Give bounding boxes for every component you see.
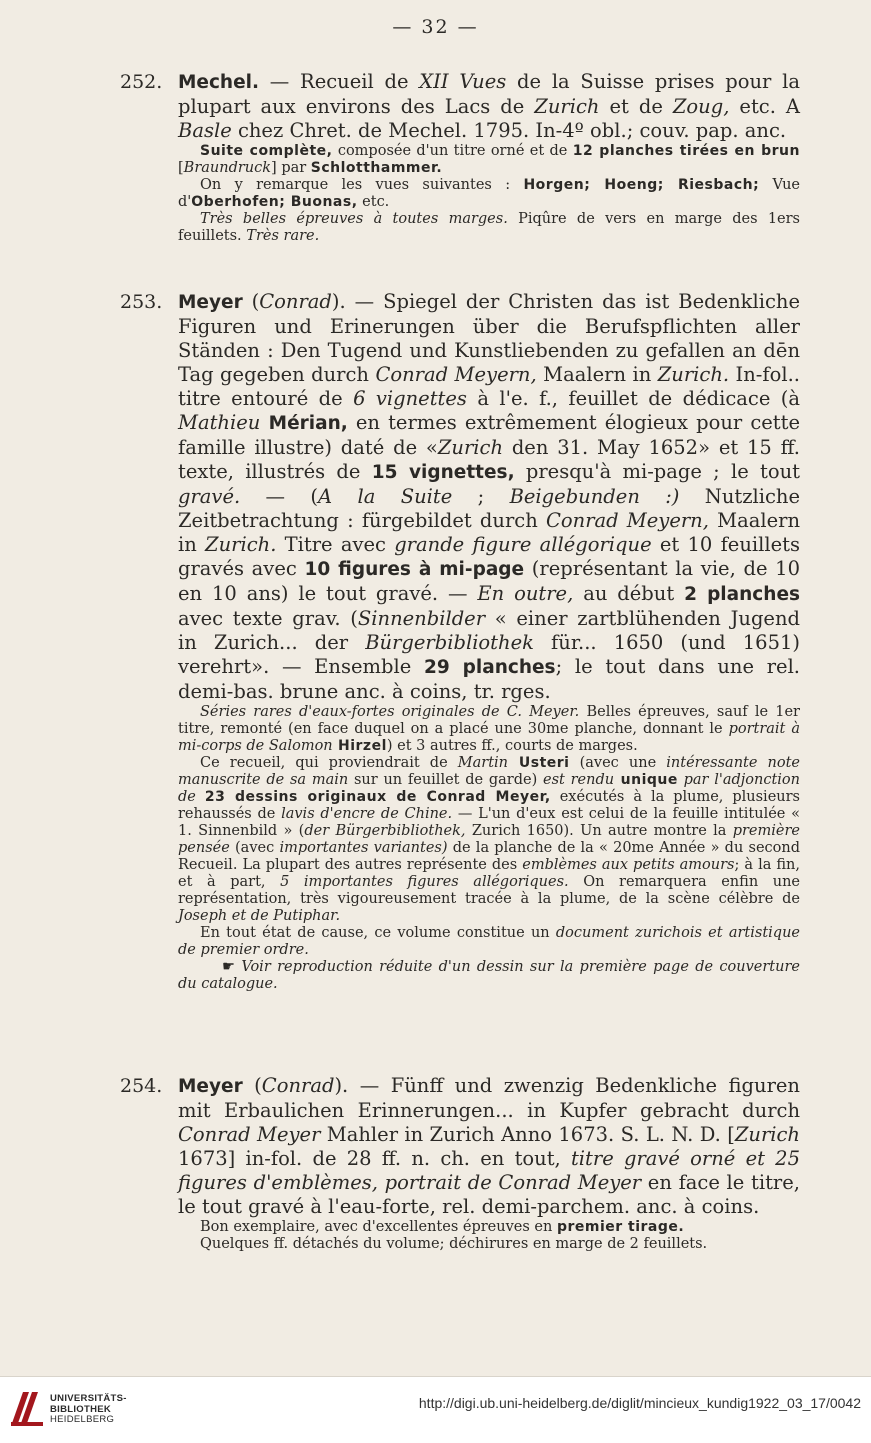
source-url-link[interactable]: http://digi.ub.uni-heidelberg.de/diglit/mincieux_kundig1922_03_17/0042 — [418, 1395, 861, 1411]
library-logo-text: UNIVERSITÄTS- BIBLIOTHEK HEIDELBERG — [50, 1393, 127, 1425]
footer-bar — [0, 1377, 871, 1443]
note-paragraph: On y remarque les vues suivantes : Horgen; Hoeng; Riesbach; Vue d'Oberhofen; Buonas, etc. — [178, 177, 801, 210]
catalog-entry-254 — [120, 1074, 800, 1253]
entry-description: Mechel. — Recueil de XII Vues de la Suisse prises pour la plupart aux environs des Lacs de Zurich et de Zoug, etc. A Basle chez Chret. de Mechel. 1795. In-4º obl.; couv. pap. anc. — [178, 70, 800, 142]
entry-author: Meyer — [178, 292, 243, 313]
note-paragraph: Séries rares d'eaux-fortes originales de C. Meyer. Belles épreuves, sauf le 1er titre, remonté (en face duquel on a placé une 30me planche, donnant le portrait à mi-corps de Salomon Hirzel) et 3 autres ff., courts de marges. — [178, 704, 800, 754]
page-number: — 32 — — [392, 16, 479, 38]
note-paragraph: Ce recueil, qui proviendrait de Martin Usteri (avec une intéressante note manuscrite de sa main sur un feuillet de garde) est rendu unique par l'adjonction de 23 dessins originaux de Conrad Meyer, exécutés à la plume, plusieurs rehaussés de lavis d'encre de Chine. — L'un d'eux est celui de la feuille intitulée « 1. Sinnenbild » (der Bürgerbibliothek, Zurich 1650). Un autre montre la première pensée (avec importantes variantes) de la planche de la « 20me Année » du second Recueil. La plupart des autres représente des emblèmes aux petits amours; à la fin, et à part, 5 importantes figures allégoriques. On remarquera enfin une représentation, très vigoureusement tracée à la plume, de la scène célèbre de Joseph et de Putiphar. — [178, 755, 801, 924]
note-paragraph: En tout état de cause, ce volume constitue un document zurichois et artistique de premier ordre. — [178, 925, 800, 958]
note-paragraph: Bon exemplaire, avec d'excellentes épreuves en premier tirage. — [200, 1219, 685, 1235]
entry-notes — [178, 143, 800, 245]
entry-author: Mechel. — [178, 72, 260, 93]
entry-notes — [178, 1219, 800, 1253]
entry-description: Meyer (Conrad). — Spiegel der Christen das ist Bedenkliche Figuren und Erinerungen über die Berufspflichten aller Ständen : Den Tugend und Kunstliebenden zu gefallen an dēn Tag gegeben durch Conrad Meyern, Maalern in Zurich. In-fol.. titre entouré de 6 vignettes à l'e. f., feuillet de dédicace (à Mathieu Mérian, en termes extrêmement élogieux pour cette famille illustre) daté de «Zurich den 31. May 1652» et 15 ff. texte, illustrés de 15 vignettes, presqu'à mi-page ; le tout gravé. — (A la Suite ; Beigebunden :) Nutzliche Zeitbetrachtung : fürgebildet durch Conrad Meyern, Maalern in Zurich. Titre avec grande figure allégorique et 10 feuillets gravés avec 10 figures à mi-page (représentant la vie, de 10 en 10 ans) le tout gravé. — En outre, au début 2 planches avec texte grav. (Sinnenbilder « einer zartblühenden Jugend in Zurich... der Bürgerbibliothek für... 1650 (und 1651) verehrt». — Ensemble 29 planches; le tout dans une rel. demi-bas. brune anc. à coins, tr. rges. — [178, 290, 801, 703]
note-paragraph: Quelques ff. détachés du volume; déchirures en marge de 2 feuillets. — [200, 1236, 708, 1252]
entry-number: 253. — [120, 291, 163, 313]
catalog-entry-253 — [120, 290, 800, 993]
entry-number: 254. — [120, 1075, 163, 1097]
entry-description: Meyer (Conrad). — Fünff und zwenzig Bedenkliche figuren mit Erbaulichen Erinnerungen... in Kupfer gebracht durch Conrad Meyer Mahler in Zurich Anno 1673. S. L. N. D. [Zurich 1673] in-fol. de 28 ff. n. ch. en tout, titre gravé orné et 25 figures d'emblèmes, portrait de Conrad Meyer en face le titre, le tout gravé à l'eau-forte, rel. demi-parchem. anc. à coins. — [178, 1074, 800, 1218]
note-paragraph: ☛ Voir reproduction réduite d'un dessin sur la première page de couverture du catalogue. — [178, 959, 800, 992]
catalog-entry-252 — [120, 70, 800, 245]
pointing-hand-icon: ☛ — [222, 959, 235, 975]
note-paragraph: Suite complète, composée d'un titre orné et de 12 planches tirées en brun [Braundruck] par Schlotthammer. — [178, 143, 800, 176]
library-logo-icon — [10, 1391, 44, 1431]
entry-number: 252. — [120, 71, 163, 93]
entry-notes — [178, 704, 800, 993]
note-paragraph: Très belles épreuves à toutes marges. Piqûre de vers en marge des 1ers feuillets. Très rare. — [178, 211, 800, 244]
entry-author: Meyer — [178, 1076, 243, 1097]
